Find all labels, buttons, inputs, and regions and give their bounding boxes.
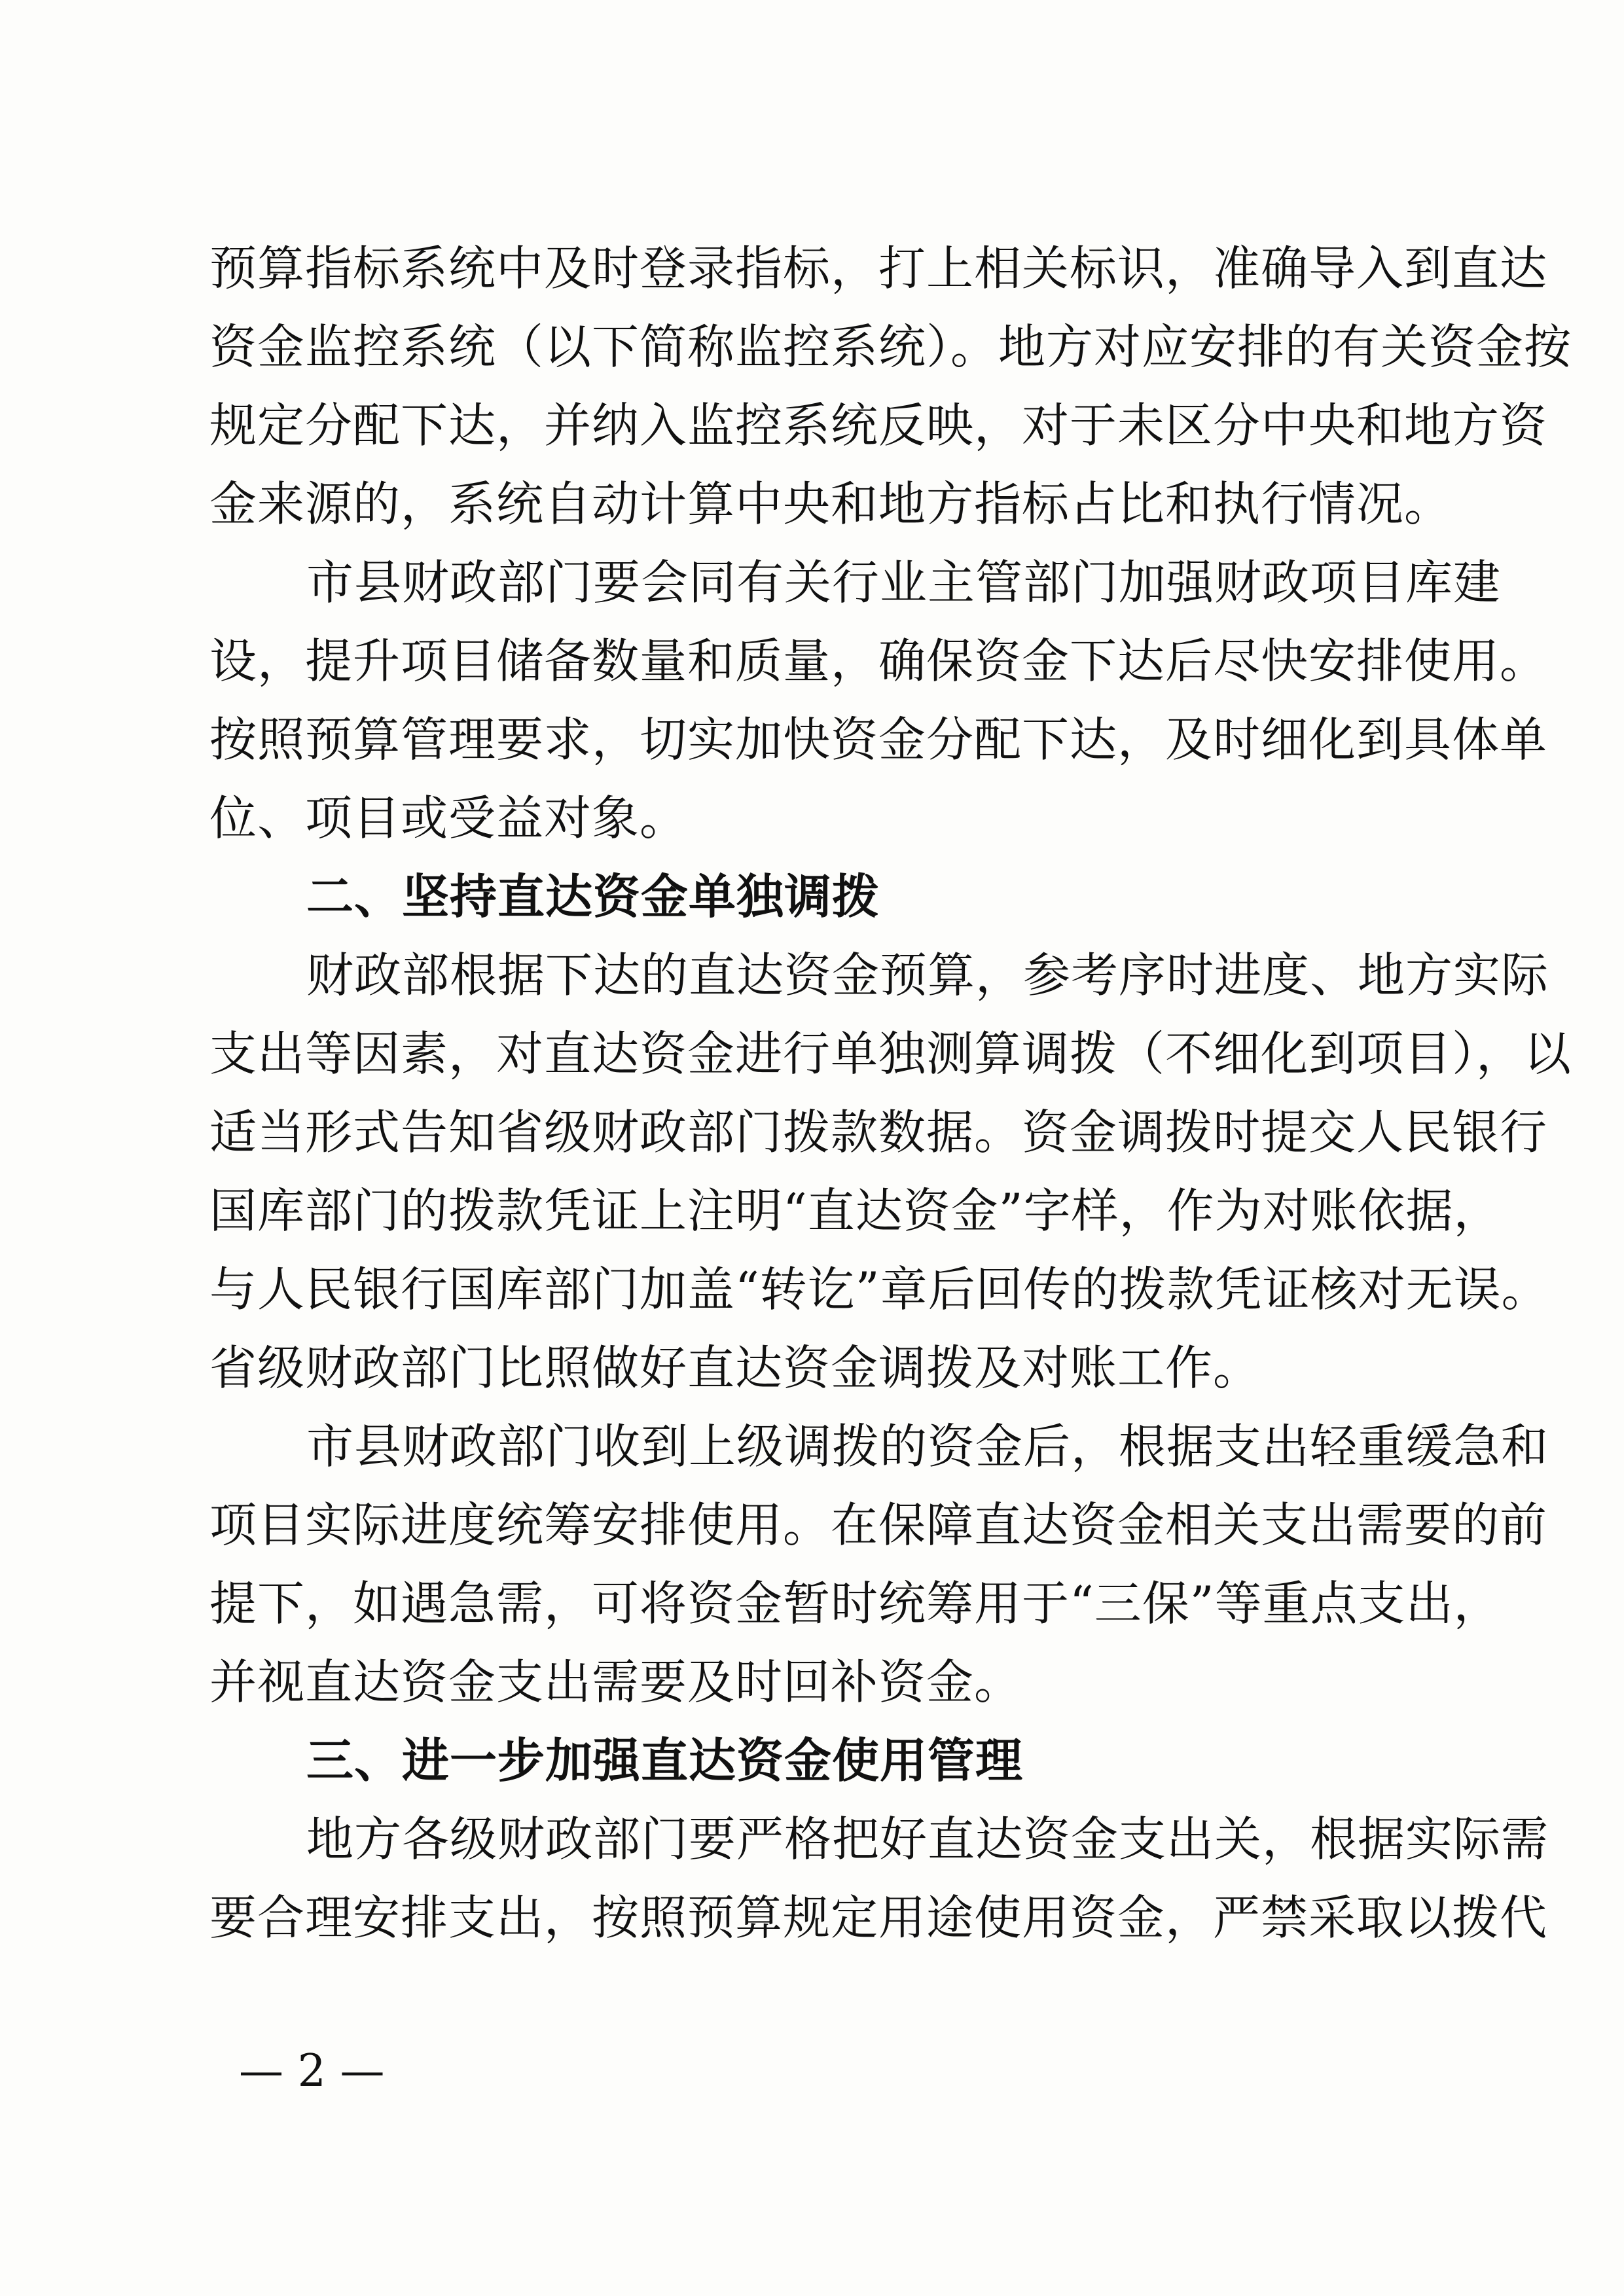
body-line: 位、项目或受益对象。: [209, 791, 688, 846]
body-line: 按照预算管理要求，切实加快资金分配下达，及时细化到具体单: [209, 712, 1548, 767]
body-line: 财政部根据下达的直达资金预算，参考序时进度、地方实际: [306, 948, 1549, 1003]
body-line: 要合理安排支出，按照预算规定用途使用资金，严禁采取以拨代: [209, 1890, 1548, 1945]
body-line: 市县财政部门收到上级调拨的资金后，根据支出轻重缓急和: [306, 1419, 1549, 1474]
body-line: 地方各级财政部门要严格把好直达资金支出关，根据实际需: [306, 1812, 1549, 1867]
section-heading: 三、进一步加强直达资金使用管理: [306, 1733, 1024, 1788]
section-heading: 二、坚持直达资金单独调拨: [306, 869, 880, 924]
body-line: 设，提升项目储备数量和质量，确保资金下达后尽快安排使用。: [209, 634, 1548, 689]
body-line: 金来源的，系统自动计算中央和地方指标占比和执行情况。: [209, 476, 1453, 531]
document-body: [209, 229, 1572, 1957]
body-line: 预算指标系统中及时登录指标，打上相关标识，准确导入到直达: [209, 241, 1548, 296]
body-line: 市县财政部门要会同有关行业主管部门加强财政项目库建: [306, 555, 1502, 610]
body-line: 与人民银行国库部门加盖“转讫”章后回传的拨款凭证核对无误。: [209, 1262, 1549, 1317]
body-line: 支出等因素，对直达资金进行单独测算调拨（不细化到项目），以: [209, 1026, 1572, 1081]
body-line: 省级财政部门比照做好直达资金调拨及对账工作。: [209, 1340, 1261, 1395]
body-line: 适当形式告知省级财政部门拨款数据。资金调拨时提交人民银行: [209, 1105, 1548, 1160]
body-line: 国库部门的拨款凭证上注明“直达资金”字样，作为对账依据，: [209, 1183, 1502, 1238]
body-line: 并视直达资金支出需要及时回补资金。: [209, 1655, 1022, 1710]
body-line: 资金监控系统（以下简称监控系统）。地方对应安排的有关资金按: [209, 319, 1572, 374]
body-line: 提下，如遇急需，可将资金暂时统筹用于“三保”等重点支出，: [209, 1576, 1502, 1631]
body-line: 项目实际进度统筹安排使用。在保障直达资金相关支出需要的前: [209, 1498, 1548, 1552]
body-line: 规定分配下达，并纳入监控系统反映，对于未区分中央和地方资: [209, 398, 1548, 453]
page-number: — 2 —: [239, 2045, 385, 2097]
